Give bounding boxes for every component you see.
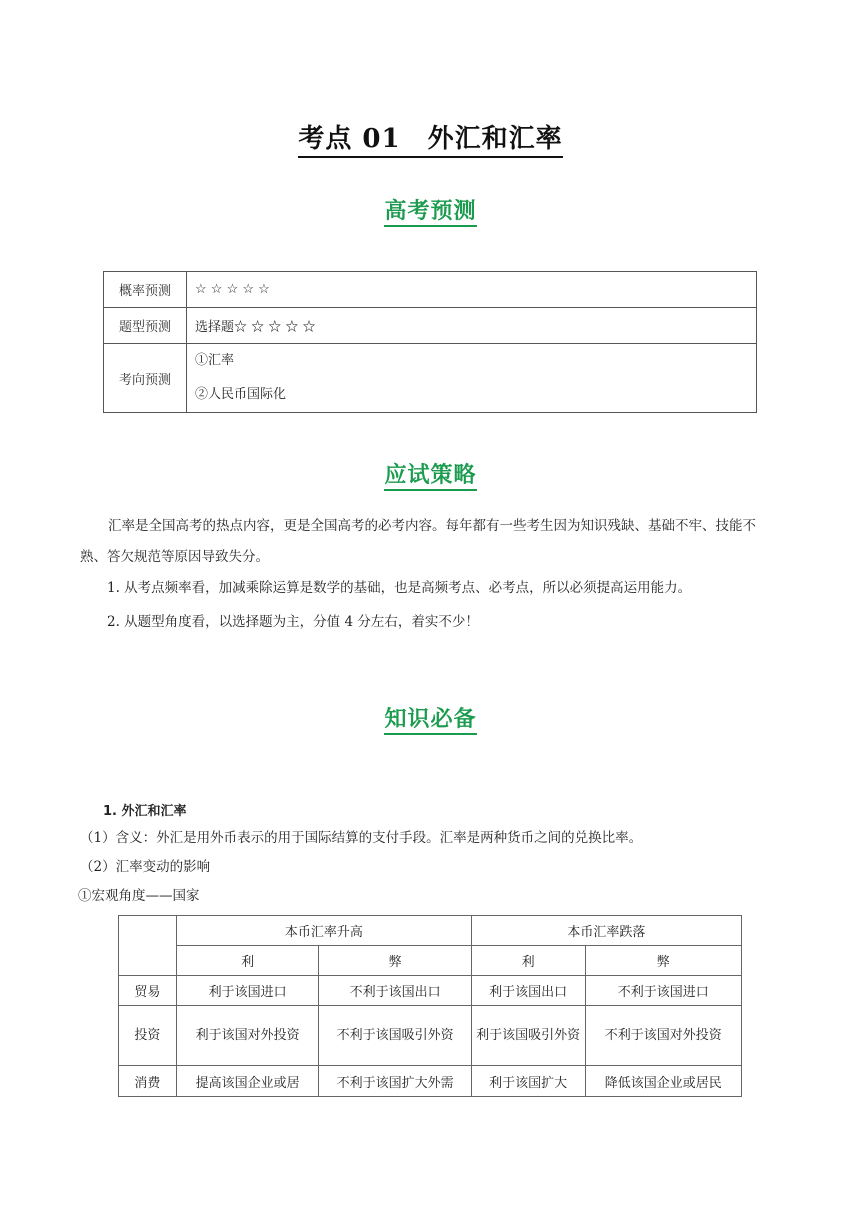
table-row: [104, 308, 757, 344]
row-label: 贸易: [119, 976, 177, 1006]
table-cell: 降低该国企业或居民: [585, 1066, 742, 1097]
table-cell: 利于该国进口: [176, 976, 319, 1006]
section-heading-strategy: 应试策略: [0, 458, 861, 489]
table-row: [119, 1066, 742, 1097]
rating-stars: 选择题☆ ☆ ☆ ☆ ☆: [187, 308, 757, 344]
section-heading-knowledge: 知识必备: [0, 702, 861, 733]
table-cell: 利于该国出口: [471, 976, 585, 1006]
table-cell: 利于该国对外投资: [176, 1006, 319, 1066]
table-cell: 不利于该国出口: [319, 976, 471, 1006]
table-cell: 提高该国企业或居: [176, 1066, 319, 1097]
table-row: [119, 1006, 742, 1066]
table-row: [119, 946, 742, 976]
row-label: 概率预测: [104, 272, 187, 308]
rating-stars: ☆ ☆ ☆ ☆ ☆: [187, 272, 757, 308]
knowledge-item: （2）汇率变动的影响: [80, 859, 211, 875]
page-title: 考点 01 外汇和汇率: [0, 118, 861, 155]
table-row: [119, 916, 742, 946]
row-label: 投资: [119, 1006, 177, 1066]
section-heading-prediction: 高考预测: [0, 194, 861, 225]
column-header-pro: 利: [471, 946, 585, 976]
strategy-point: 2. 从题型角度看，以选择题为主，分值 4 分左右，着实不少！: [107, 614, 479, 630]
table-cell: 不利于该国扩大外需: [319, 1066, 471, 1097]
prediction-table: [103, 271, 757, 413]
table-cell: 利于该国扩大: [471, 1066, 585, 1097]
table-cell: 不利于该国吸引外资: [319, 1006, 471, 1066]
column-header-pro: 利: [176, 946, 319, 976]
direction-item: ①汇率: [195, 353, 235, 368]
group-header-rise: 本币汇率升高: [176, 916, 471, 946]
knowledge-heading: 1. 外汇和汇率: [103, 804, 187, 819]
strategy-point: 1. 从考点频率看，加减乘除运算是数学的基础，也是高频考点、必考点，所以必须提高运用能力。: [107, 580, 692, 596]
row-label: 消费: [119, 1066, 177, 1097]
strategy-intro: 汇率是全国高考的热点内容，更是全国高考的必考内容。每年都有一些考生因为知识残缺、基础不牢、技能不熟、答欠规范等原因导致失分。: [80, 518, 756, 565]
direction-cell: [187, 344, 757, 413]
column-header-con: 弊: [319, 946, 471, 976]
corner-cell: [119, 916, 177, 976]
row-label: 考向预测: [104, 344, 187, 413]
knowledge-item: （1）含义：外汇是用外币表示的用于国际结算的支付手段。汇率是两种货币之间的兑换比率。: [80, 830, 643, 846]
row-label: 题型预测: [104, 308, 187, 344]
knowledge-item: ①宏观角度——国家: [78, 888, 200, 904]
table-cell: 不利于该国进口: [585, 976, 742, 1006]
direction-item: ②人民币国际化: [195, 387, 287, 402]
column-header-con: 弊: [585, 946, 742, 976]
table-row: [119, 976, 742, 1006]
table-cell: 利于该国吸引外资: [471, 1006, 585, 1066]
table-row: [104, 344, 757, 413]
table-cell: 不利于该国对外投资: [585, 1006, 742, 1066]
group-header-fall: 本币汇率跌落: [471, 916, 741, 946]
exchange-rate-impact-table: [118, 915, 742, 1097]
table-row: [104, 272, 757, 308]
